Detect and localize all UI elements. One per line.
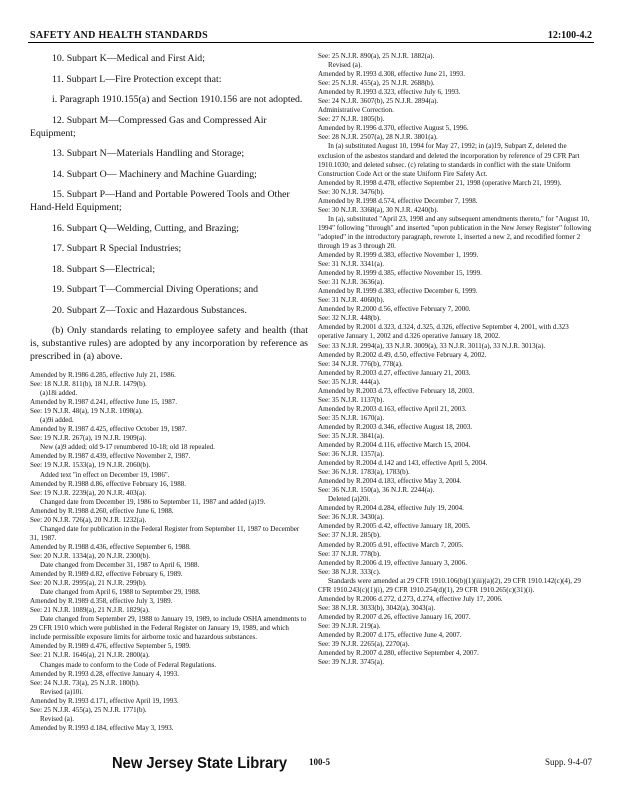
history-note: Amended by R.2007 d.26, effective January 16, 2007. [318, 612, 471, 621]
history-note: Amended by R.1996 d.370, effective August 5, 1996. [318, 124, 469, 133]
history-note: See: 39 N.J.R. 2265(a), 2270(a). [318, 640, 410, 649]
subpart-item: 15. Subpart P—Hand and Portable Powered Tools and Other Hand-Held Equipment; [30, 189, 290, 213]
history-note: See: 20 N.J.R. 1334(a), 20 N.J.R. 2300(b). [30, 551, 151, 560]
library-logo-text: New Jersey State Library [112, 755, 288, 772]
right-column [318, 52, 594, 667]
history-note: See: 18 N.J.R. 811(b), 18 N.J.R. 1479(b). [30, 380, 147, 389]
history-note: Amended by R.2006 d.19, effective January 3, 2006. [318, 558, 467, 567]
history-note: Amended by R.1986 d.285, effective July 21, 1986. [30, 371, 176, 379]
history-note: Amended by R.1988 d.436, effective September 6, 1988. [30, 542, 191, 551]
history-note: See: 38 N.J.R. 3033(b), 3042(a), 3043(a). [318, 603, 436, 612]
history-note: See: 38 N.J.R. 333(c). [318, 567, 381, 576]
history-note: New (a)9 added; old 9-17 renumbered 10-18; old 18 repealed. [40, 443, 215, 452]
history-note: See: 30 N.J.R. 3476(b). [318, 187, 385, 196]
history-note: Amended by R.2004 d.142 and 143, effective April 5, 2004. [318, 459, 488, 468]
history-note: Amended by R.1998 d.478, effective September 21, 1998 (operative March 21, 1999). [318, 178, 562, 187]
header-rule [28, 42, 594, 43]
history-note: Standards were amended at 29 CFR 1910.106(b)(1)(iii)(a)(2), 29 CFR 1910.142(c)(4), 29 CFR 1910.243(c)(1)(i), 29 CFR 1910.254(d)(1), 29 CFR 1910.265(c)(31)(i). [318, 576, 581, 594]
history-note: Changed date for publication in the Federal Register from September 11, 1987 to December 31, 1987. [30, 524, 300, 542]
history-note: Amended by R.2002 d.49, d.50, effective February 4, 2002. [318, 350, 487, 359]
history-note: Deleted (a)20i. [328, 495, 371, 504]
running-header-section: 12:100-4.2 [547, 30, 592, 41]
history-note: See: 30 N.J.R. 3368(a), 30 N.J.R. 4240(b). [318, 205, 439, 214]
history-note: (a)9i added. [40, 416, 74, 425]
history-note: Amended by R.2003 d.163, effective April 21, 2003. [318, 404, 467, 413]
history-note: See: 24 N.J.R. 3607(b), 25 N.J.R. 2894(a). [318, 97, 439, 106]
history-note: See: 21 N.J.R. 1089(a), 21 N.J.R. 1829(a). [30, 606, 150, 615]
history-note: Changed date from December 19, 1986 to September 11, 1987 and added (a)19. [40, 497, 266, 506]
history-notes-left [30, 371, 308, 733]
history-note: See: 36 N.J.R. 150(a), 36 N.J.R. 2244(a). [318, 486, 435, 495]
subpart-item: 19. Subpart T—Commercial Diving Operations; and [52, 284, 259, 295]
history-note: See: 35 N.J.R. 1670(a). [318, 413, 384, 422]
history-note: See: 20 N.J.R. 726(a), 20 N.J.R. 1232(a). [30, 515, 147, 524]
history-note: See: 35 N.J.R. 444(a). [318, 377, 381, 386]
history-note: Amended by R.2007 d.280, effective September 4, 2007. [318, 649, 479, 658]
history-note: Amended by R.1993 d.308, effective June 21, 1993. [318, 70, 466, 79]
subpart-subitem: i. Paragraph 1910.155(a) and Section 1910.156 are not adopted. [52, 94, 303, 105]
history-note: Amended by R.1987 d.439, effective November 2, 1987. [30, 452, 191, 461]
history-note: Amended by R.1999 d.383, effective November 1, 1999. [318, 251, 479, 260]
subpart-item: 10. Subpart K—Medical and First Aid; [52, 53, 205, 64]
history-note: Amended by R.1993 d.323, effective July 6, 1993. [318, 88, 461, 97]
history-note: Revised (a). [328, 61, 363, 70]
history-note: Amended by R.1993 d.184, effective May 3, 1993. [30, 723, 174, 732]
history-note: See: 35 N.J.R. 1137(b). [318, 395, 385, 404]
history-note: Amended by R.1999 d.385, effective November 15, 1999. [318, 269, 482, 278]
history-note: See: 39 N.J.R. 3745(a). [318, 658, 384, 667]
history-note: See: 27 N.J.R. 1805(b). [318, 115, 385, 124]
history-note: Amended by R.2007 d.175, effective June 4, 2007. [318, 631, 462, 639]
history-note: See: 25 N.J.R. 455(a), 25 N.J.R. 2688(b). [318, 79, 435, 88]
history-note: See: 31 N.J.R. 3636(a). [318, 278, 384, 287]
history-note: Amended by R.1993 d.28, effective January 4, 1993. [30, 669, 179, 678]
history-note: Date changed from April 6, 1988 to September 29, 1988. [40, 588, 201, 597]
history-note: See: 28 N.J.R. 2507(a), 28 N.J.R. 3801(a). [318, 133, 438, 142]
subpart-item: 16. Subpart Q—Welding, Cutting, and Brazing; [52, 222, 239, 234]
history-note: See: 31 N.J.R. 3341(a). [318, 260, 384, 269]
history-note: See: 19 N.J.R. 2239(a), 20 N.J.R. 403(a). [30, 488, 147, 497]
subpart-item: 17. Subpart R Special Industries; [52, 243, 182, 254]
history-note: See: 25 N.J.R. 455(a), 25 N.J.R. 1771(b). [30, 705, 147, 714]
history-note: See: 24 N.J.R. 73(a), 25 N.J.R. 180(b). [30, 678, 140, 687]
history-note: Amended by R.2003 d.27, effective January 21, 2003. [318, 368, 471, 377]
history-note: Revised (a). [40, 714, 75, 723]
history-note: See: 19 N.J.R. 1533(a), 19 N.J.R. 2060(b). [30, 461, 151, 470]
history-note: Amended by R.1988 d.260, effective June 6, 1988. [30, 506, 174, 515]
history-note: See: 37 N.J.R. 285(b). [318, 531, 381, 540]
history-note: Amended by R.2001 d.323, d.324, d.325, d.326, effective September 4, 2001, with d.323 operative January 1, 2002 and d.326 operative January 18, 2002. [318, 323, 569, 341]
history-note: Revised (a)10i. [40, 687, 84, 696]
subpart-item: 20. Subpart Z—Toxic and Hazardous Substances. [52, 304, 247, 316]
subpart-item: 12. Subpart M—Compressed Gas and Compressed Air Equipment; [30, 114, 267, 139]
history-note: See: 25 N.J.R. 890(a), 25 N.J.R. 1882(a). [318, 52, 435, 60]
history-note: See: 33 N.J.R. 2994(a), 33 N.J.R. 3009(a), 33 N.J.R. 3011(a), 33 N.J.R. 3013(a). [318, 341, 546, 350]
history-note: Amended by R.1989 d.82, effective February 6, 1989. [30, 570, 183, 579]
history-note: Amended by R.2006 d.272, d.273, d.274, effective July 17, 2006. [318, 594, 503, 603]
subpart-item: 14. Subpart O— Machinery and Machine Guarding; [52, 168, 257, 180]
history-note: See: 32 N.J.R. 448(b). [318, 314, 381, 323]
history-note: Amended by R.1989 d.358, effective July 3, 1989. [30, 597, 173, 606]
history-note: See: 37 N.J.R. 778(b). [318, 549, 381, 558]
history-note: Amended by R.1987 d.425, effective October 19, 1987. [30, 425, 187, 434]
history-note: See: 36 N.J.R. 1357(a). [318, 450, 384, 459]
history-note: In (a), substituted "April 23, 1998 and any subsequent amendments thereto," for "August 10, 1994" following "through" and inserted "upon publication in the New Jersey Register" following "adopted" in the introductory paragraph, rewrote 1, inserted a new 2, and recodified former 2 through 19 as 3 through 20. [318, 214, 592, 250]
history-note: See: 34 N.J.R. 776(b), 778(a). [318, 359, 403, 368]
running-header-title: SAFETY AND HEALTH STANDARDS [30, 30, 209, 41]
history-note: See: 39 N.J.R. 219(a). [318, 621, 381, 630]
history-note: Amended by R.2004 d.284, effective July 19, 2004. [318, 504, 464, 513]
history-note: Amended by R.2004 d.183, effective May 3, 2004. [318, 477, 462, 486]
history-note: See: 19 N.J.R. 267(a), 19 N.J.R. 1909(a). [30, 434, 147, 443]
history-note: Amended by R.1989 d.476, effective September 5, 1989. [30, 642, 191, 651]
history-note: See: 36 N.J.R. 3430(a). [318, 513, 384, 522]
history-note: Amended by R.2000 d.56, effective February 7, 2000. [318, 305, 471, 314]
history-note: (a)18i added. [40, 389, 78, 398]
history-note: See: 31 N.J.R. 4060(b). [318, 296, 385, 305]
subpart-item: 11. Subpart L—Fire Protection except that: [52, 73, 222, 85]
history-note: Changes made to conform to the Code of Federal Regulations. [40, 660, 217, 669]
history-note: See: 35 N.J.R. 3841(a). [318, 431, 384, 440]
left-column [30, 52, 308, 733]
history-note: See: 20 N.J.R. 2995(a), 21 N.J.R. 299(b). [30, 579, 147, 588]
history-note: Amended by R.2003 d.346, effective August 18, 2003. [318, 422, 473, 431]
history-note: Amended by R.1999 d.383, effective December 6, 1999. [318, 287, 478, 296]
history-notes-right [318, 52, 594, 667]
history-note: Date changed from December 31, 1987 to April 6, 1988. [40, 560, 200, 569]
subpart-item: 13. Subpart N—Materials Handling and Storage; [52, 148, 245, 159]
subpart-item: 18. Subpart S—Electrical; [52, 263, 156, 275]
history-note: Amended by R.1987 d.241, effective June 15, 1987. [30, 398, 178, 407]
history-note: Date changed from September 29, 1988 to January 19, 1989, to include OSHA amendments to 29 CFR 1910 which were published in the Federal Register on January 19, 1989, and which include permissible exposure limits for airborne toxic and hazardous substances. [30, 615, 307, 642]
history-note: Amended by R.2005 d.42, effective January 18, 2005. [318, 522, 471, 531]
history-note: See: 36 N.J.R. 1783(a), 1783(b). [318, 468, 410, 477]
history-note: See: 21 N.J.R. 1646(a), 21 N.J.R. 2800(a). [30, 651, 150, 660]
subpart-list [30, 52, 308, 317]
history-note: Administrative Correction. [318, 106, 394, 115]
history-note: In (a) substituted August 10, 1994 for May 27, 1992; in (a)19, Subpart Z, deleted the exclusion of the asbestos standard and deleted the incorporation by reference of 29 CFR Part 1910.1030; and deleted subsec. (c) relating to standards in conflict with the state Uniform Construction Code Act or the state Uniform Fire Safety Act. [318, 142, 580, 178]
history-note: See: 19 N.J.R. 48(a), 19 N.J.R. 1098(a). [30, 407, 143, 416]
page-number: 100-5 [309, 757, 330, 767]
history-note: Amended by R.2005 d.91, effective March 7, 2005. [318, 540, 464, 549]
paragraph-b: (b) Only standards relating to employee safety and health (that is, substantive rules) are adopted by any incorporation by reference as prescribed in (a) above. [30, 325, 308, 362]
supplement-date: Supp. 9-4-07 [545, 757, 592, 767]
history-note: Added text "in effect on December 19, 1986". [40, 470, 170, 479]
history-note: Amended by R.1993 d.171, effective April 19, 1993. [30, 696, 179, 705]
history-note: Amended by R.2004 d.116, effective March 15, 2004. [318, 441, 471, 450]
history-note: Amended by R.1988 d.86, effective February 16, 1988. [30, 479, 187, 488]
history-note: Amended by R.2003 d.73, effective February 18, 2003. [318, 386, 475, 395]
history-note: Amended by R.1998 d.574, effective December 7, 1998. [318, 196, 478, 205]
